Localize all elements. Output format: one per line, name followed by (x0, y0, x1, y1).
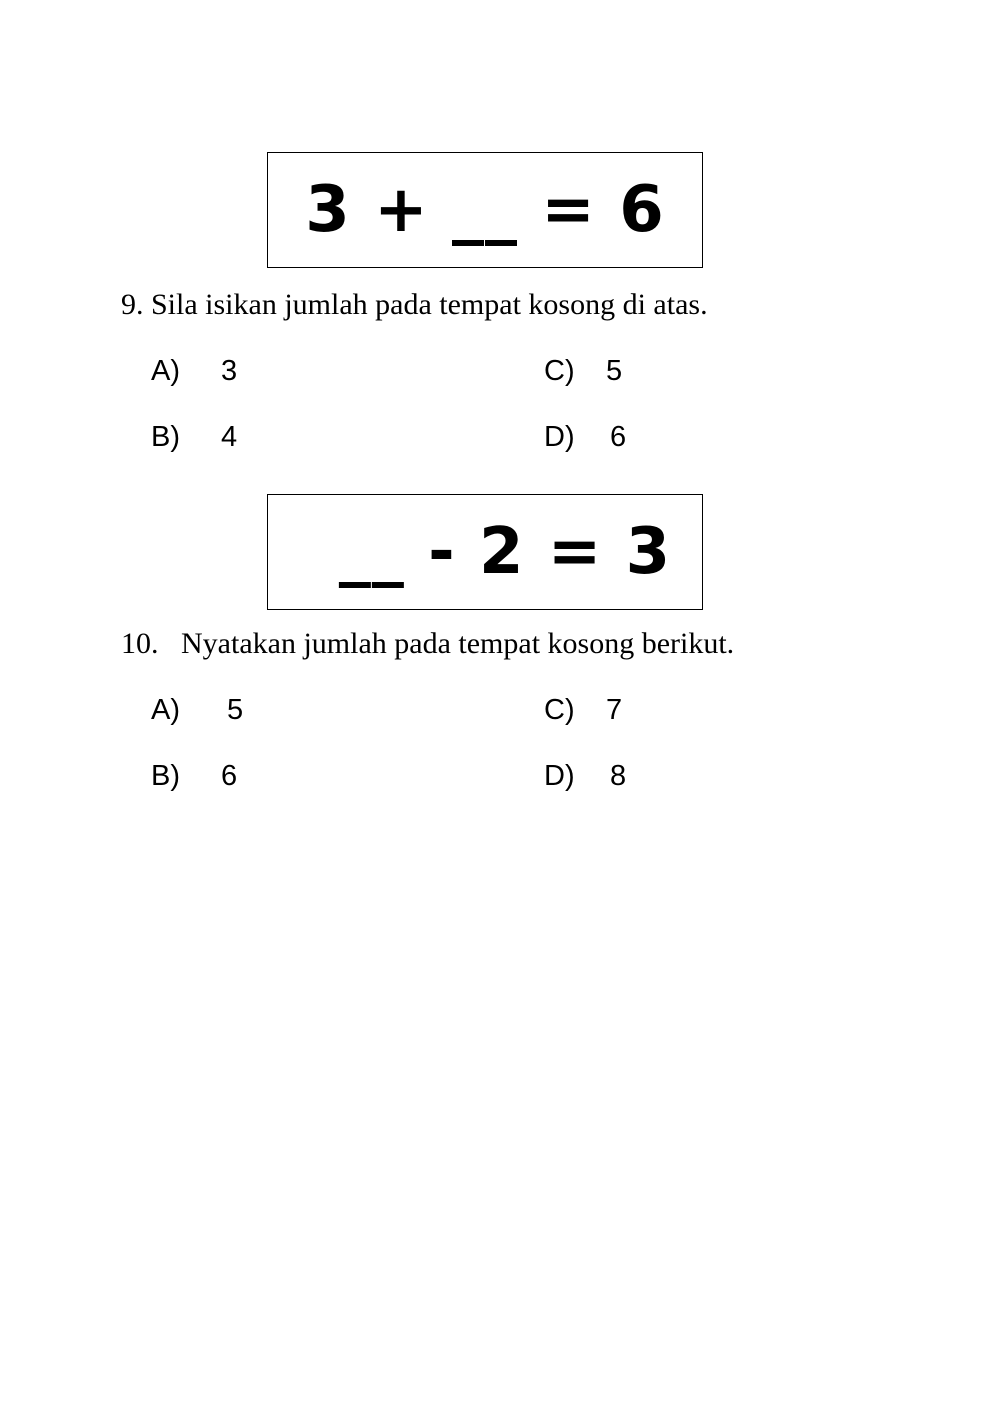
option-a-q9[interactable] (151, 355, 238, 388)
option-d-q9[interactable] (544, 421, 627, 454)
equation-box-q10 (267, 494, 703, 610)
option-value: 7 (606, 694, 623, 726)
option-letter: B) (151, 760, 180, 792)
option-letter: C) (544, 694, 575, 726)
option-value: 8 (610, 760, 627, 792)
question-text-q10: 10. Nyatakan jumlah pada tempat kosong berikut. (121, 627, 735, 660)
option-c-q9[interactable] (544, 355, 623, 388)
option-letter: C) (544, 355, 575, 387)
option-letter: A) (151, 355, 180, 387)
option-b-q10[interactable] (151, 760, 238, 793)
option-c-q10[interactable] (544, 694, 623, 727)
equation-q9: 3 + __ = 6 (305, 173, 665, 247)
option-value: 4 (221, 421, 238, 453)
option-value: 3 (221, 355, 238, 387)
question-text-q9: 9. Sila isikan jumlah pada tempat kosong di atas. (121, 288, 708, 321)
option-letter: D) (544, 421, 575, 453)
option-b-q9[interactable] (151, 421, 238, 454)
option-value: 5 (227, 694, 244, 726)
option-letter: A) (151, 694, 180, 726)
equation-box-q9 (267, 152, 703, 268)
option-value: 6 (610, 421, 627, 453)
option-letter: B) (151, 421, 180, 453)
option-d-q10[interactable] (544, 760, 627, 793)
equation-q10: __ - 2 = 3 (338, 515, 672, 589)
option-value: 5 (606, 355, 623, 387)
option-a-q10[interactable] (151, 694, 244, 727)
option-letter: D) (544, 760, 575, 792)
option-value: 6 (221, 760, 238, 792)
